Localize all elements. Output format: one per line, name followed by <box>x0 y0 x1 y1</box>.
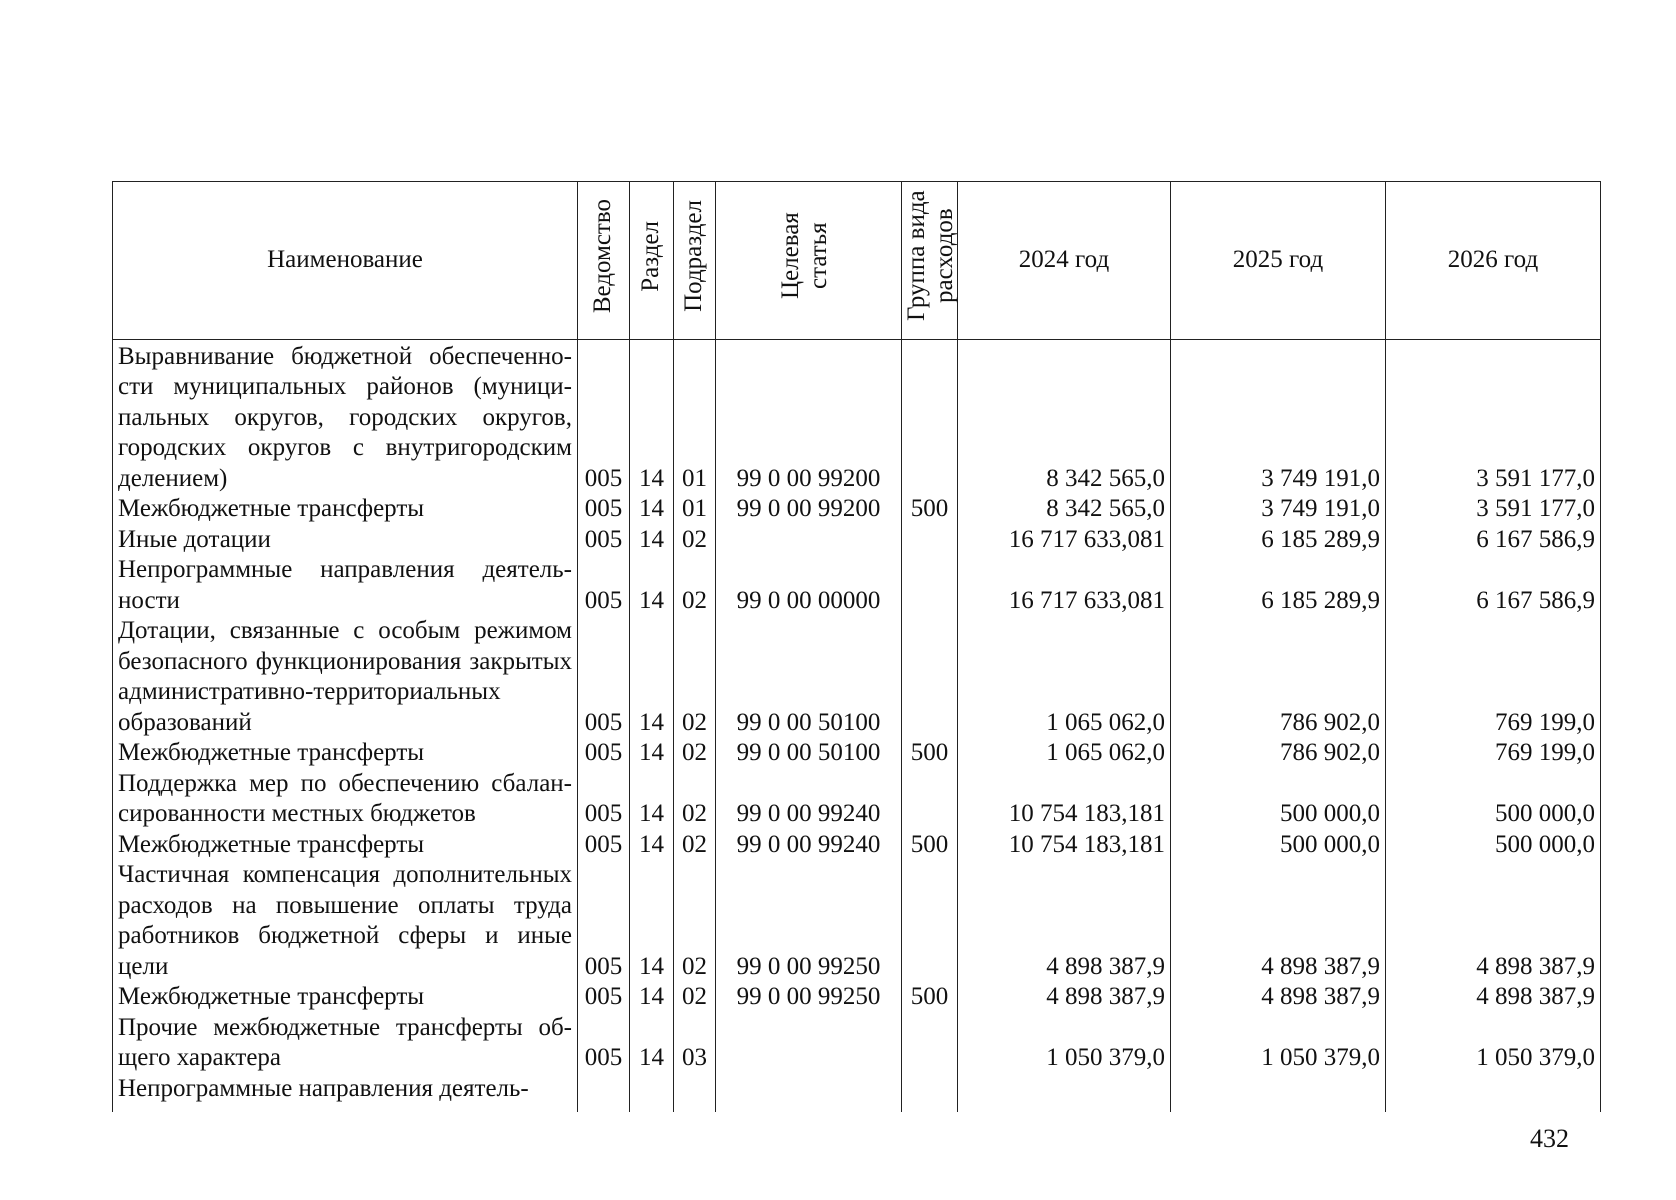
row-2026: 1 050 379,0 <box>1386 1013 1601 1074</box>
row-podrazdel: 02 <box>674 982 716 1013</box>
row-name: Поддержка мер по обеспечению сбалансированности местных бюджетов <box>113 769 578 830</box>
row-gruppa: 500 <box>902 982 958 1013</box>
row-razdel: 14 <box>630 982 674 1013</box>
table-row <box>113 738 1601 769</box>
row-2025: 6 185 289,9 <box>1171 525 1386 556</box>
row-gruppa: 500 <box>902 738 958 769</box>
table-row <box>113 555 1601 616</box>
row-2024 <box>958 1074 1171 1113</box>
row-2024: 16 717 633,081 <box>958 555 1171 616</box>
row-podrazdel: 03 <box>674 1013 716 1074</box>
row-2026: 4 898 387,9 <box>1386 860 1601 982</box>
row-vedomstvo: 005 <box>578 738 630 769</box>
row-name: Дотации, связанные с особым режимом безопасного функционирования закрытых административно-территориальных образований <box>113 616 578 738</box>
row-razdel: 14 <box>630 525 674 556</box>
row-2026: 500 000,0 <box>1386 830 1601 861</box>
row-name: Межбюджетные трансферты <box>113 494 578 525</box>
row-name: Межбюджетные трансферты <box>113 738 578 769</box>
row-celevaya: 99 0 00 99240 <box>716 769 902 830</box>
row-2024: 10 754 183,181 <box>958 830 1171 861</box>
header-podrazdel <box>674 182 716 340</box>
row-razdel <box>630 1074 674 1113</box>
row-podrazdel: 02 <box>674 555 716 616</box>
row-name: Прочие межбюджетные трансферты общего характера <box>113 1013 578 1074</box>
row-2026: 769 199,0 <box>1386 738 1601 769</box>
row-celevaya: 99 0 00 50100 <box>716 616 902 738</box>
row-vedomstvo: 005 <box>578 616 630 738</box>
header-2026: 2026 год <box>1386 182 1601 340</box>
row-vedomstvo: 005 <box>578 525 630 556</box>
header-podrazdel-label: Подраздел <box>680 200 708 312</box>
row-gruppa <box>902 1074 958 1113</box>
row-razdel: 14 <box>630 860 674 982</box>
row-vedomstvo: 005 <box>578 860 630 982</box>
row-celevaya: 99 0 00 99200 <box>716 339 902 494</box>
row-podrazdel: 02 <box>674 616 716 738</box>
row-2024: 1 065 062,0 <box>958 616 1171 738</box>
row-2026: 6 167 586,9 <box>1386 525 1601 556</box>
table-row <box>113 830 1601 861</box>
row-razdel: 14 <box>630 555 674 616</box>
row-2026: 4 898 387,9 <box>1386 982 1601 1013</box>
row-2026: 6 167 586,9 <box>1386 555 1601 616</box>
row-celevaya: 99 0 00 00000 <box>716 555 902 616</box>
row-celevaya <box>716 1013 902 1074</box>
header-razdel-label: Раздел <box>637 220 665 292</box>
row-2024: 4 898 387,9 <box>958 860 1171 982</box>
budget-table <box>112 181 1601 1112</box>
row-name: Межбюджетные трансферты <box>113 982 578 1013</box>
row-2026: 3 591 177,0 <box>1386 494 1601 525</box>
row-2024: 1 050 379,0 <box>958 1013 1171 1074</box>
row-name: Частичная компенсация дополнительных расходов на повышение оплаты труда работников бюджетной сферы и иные цели <box>113 860 578 982</box>
row-podrazdel: 02 <box>674 860 716 982</box>
header-gruppa-label: Группа вида расходов <box>902 190 958 322</box>
row-2025: 500 000,0 <box>1171 769 1386 830</box>
row-vedomstvo: 005 <box>578 982 630 1013</box>
row-podrazdel <box>674 1074 716 1113</box>
row-2025: 786 902,0 <box>1171 616 1386 738</box>
row-name: Непрограммные направления деятель- <box>113 1074 578 1113</box>
header-vedomstvo <box>578 182 630 340</box>
row-gruppa <box>902 339 958 494</box>
row-podrazdel: 02 <box>674 769 716 830</box>
row-gruppa <box>902 525 958 556</box>
row-vedomstvo: 005 <box>578 494 630 525</box>
row-vedomstvo: 005 <box>578 1013 630 1074</box>
header-name: Наименование <box>113 182 578 340</box>
page-number: 432 <box>1530 1124 1569 1153</box>
row-razdel: 14 <box>630 769 674 830</box>
header-gruppa <box>902 182 958 340</box>
row-razdel: 14 <box>630 830 674 861</box>
row-gruppa <box>902 616 958 738</box>
row-razdel: 14 <box>630 339 674 494</box>
row-2025: 3 749 191,0 <box>1171 339 1386 494</box>
row-gruppa <box>902 769 958 830</box>
row-gruppa <box>902 860 958 982</box>
table-row <box>113 339 1601 494</box>
row-vedomstvo <box>578 1074 630 1113</box>
row-2025: 6 185 289,9 <box>1171 555 1386 616</box>
row-podrazdel: 01 <box>674 339 716 494</box>
row-podrazdel: 02 <box>674 525 716 556</box>
row-gruppa <box>902 555 958 616</box>
row-gruppa: 500 <box>902 830 958 861</box>
row-2025: 3 749 191,0 <box>1171 494 1386 525</box>
row-2026: 500 000,0 <box>1386 769 1601 830</box>
table-row <box>113 616 1601 738</box>
row-razdel: 14 <box>630 616 674 738</box>
row-vedomstvo: 005 <box>578 555 630 616</box>
header-2025: 2025 год <box>1171 182 1386 340</box>
row-celevaya: 99 0 00 99250 <box>716 982 902 1013</box>
row-name: Непрограммные направления деятельности <box>113 555 578 616</box>
row-2024: 10 754 183,181 <box>958 769 1171 830</box>
row-2025: 500 000,0 <box>1171 830 1386 861</box>
header-vedomstvo-label: Ведомство <box>589 198 617 314</box>
row-2024: 8 342 565,0 <box>958 494 1171 525</box>
row-name: Межбюджетные трансферты <box>113 830 578 861</box>
table-row <box>113 1074 1601 1113</box>
row-gruppa <box>902 1013 958 1074</box>
row-celevaya <box>716 1074 902 1113</box>
table-row <box>113 494 1601 525</box>
row-2025: 1 050 379,0 <box>1171 1013 1386 1074</box>
row-razdel: 14 <box>630 494 674 525</box>
row-celevaya: 99 0 00 99240 <box>716 830 902 861</box>
row-razdel: 14 <box>630 738 674 769</box>
row-2024: 8 342 565,0 <box>958 339 1171 494</box>
table-row <box>113 525 1601 556</box>
header-celevaya <box>716 182 902 340</box>
row-celevaya: 99 0 00 99250 <box>716 860 902 982</box>
row-name: Иные дотации <box>113 525 578 556</box>
row-vedomstvo: 005 <box>578 339 630 494</box>
header-row <box>113 182 1601 340</box>
row-2025 <box>1171 1074 1386 1113</box>
header-celevaya-label: Целевая статья <box>776 212 832 300</box>
header-razdel <box>630 182 674 340</box>
header-2024: 2024 год <box>958 182 1171 340</box>
table-row <box>113 769 1601 830</box>
row-celevaya: 99 0 00 99200 <box>716 494 902 525</box>
row-2026: 3 591 177,0 <box>1386 339 1601 494</box>
row-2024: 4 898 387,9 <box>958 982 1171 1013</box>
row-name: Выравнивание бюджетной обеспеченности муниципальных районов (муниципальных округов, городских округов, городских округов с внутригородским делением) <box>113 339 578 494</box>
row-2025: 4 898 387,9 <box>1171 860 1386 982</box>
row-podrazdel: 02 <box>674 830 716 861</box>
row-razdel: 14 <box>630 1013 674 1074</box>
row-vedomstvo: 005 <box>578 769 630 830</box>
row-celevaya: 99 0 00 50100 <box>716 738 902 769</box>
row-2025: 4 898 387,9 <box>1171 982 1386 1013</box>
row-2024: 16 717 633,081 <box>958 525 1171 556</box>
row-2025: 786 902,0 <box>1171 738 1386 769</box>
row-2026 <box>1386 1074 1601 1113</box>
row-celevaya <box>716 525 902 556</box>
row-gruppa: 500 <box>902 494 958 525</box>
row-2024: 1 065 062,0 <box>958 738 1171 769</box>
table-row <box>113 1013 1601 1074</box>
row-vedomstvo: 005 <box>578 830 630 861</box>
table-row <box>113 982 1601 1013</box>
row-podrazdel: 01 <box>674 494 716 525</box>
row-podrazdel: 02 <box>674 738 716 769</box>
table-row <box>113 860 1601 982</box>
row-2026: 769 199,0 <box>1386 616 1601 738</box>
